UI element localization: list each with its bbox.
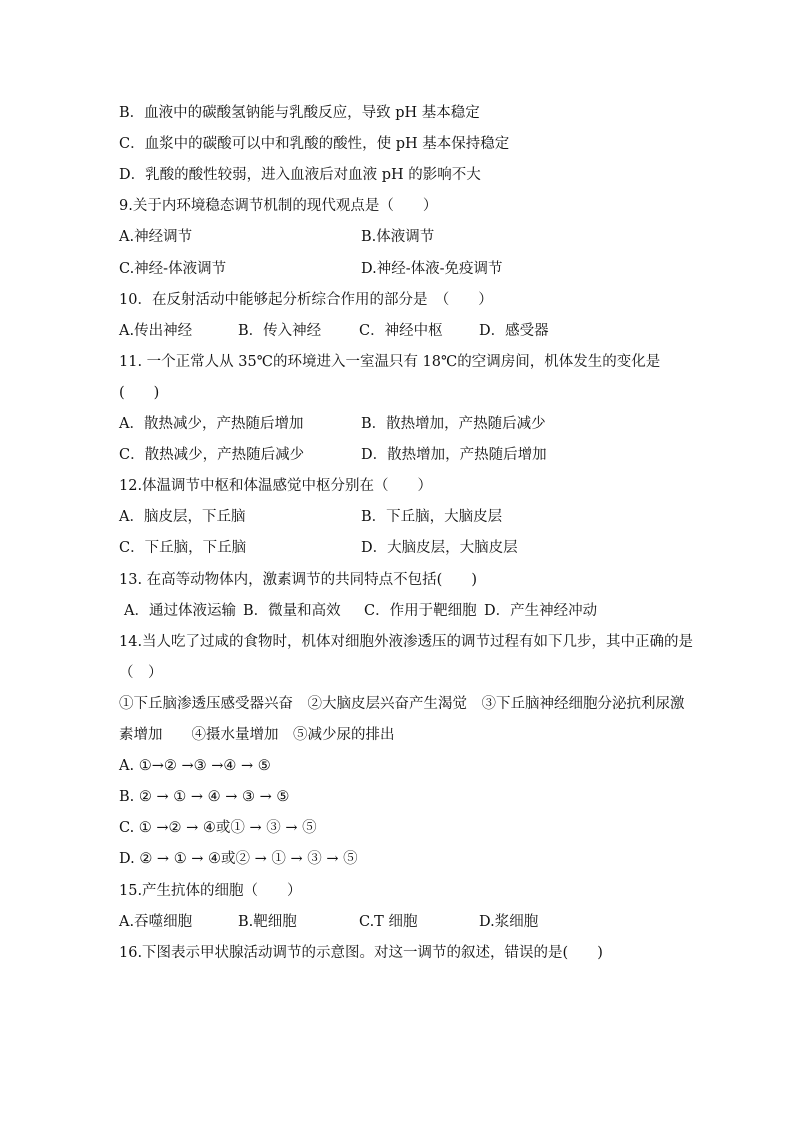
text-line: ( )	[119, 384, 160, 401]
text-line: C. ① →② → ④或① → ③ → ⑤	[119, 820, 317, 837]
answer-option: C．神经中枢	[359, 322, 443, 339]
answer-option: C.T 细胞	[359, 913, 418, 930]
answer-option: D.浆细胞	[479, 913, 539, 930]
answer-option: D.神经-体液-免疫调节	[361, 260, 503, 277]
answer-option: A.传出神经	[119, 322, 193, 339]
text-line: D. ② → ① → ④或② → ① → ③ → ⑤	[119, 851, 358, 868]
text-line: ①下丘脑渗透压感受器兴奋 ②大脑皮层兴奋产生渴觉 ③下丘脑神经细胞分泌抗利尿激	[119, 695, 685, 712]
text-line: C．血浆中的碳酸可以中和乳酸的酸性，使 pH 基本保持稳定	[119, 136, 510, 153]
answer-option: C．下丘脑，下丘脑	[119, 540, 247, 557]
text-line: 14.当人吃了过咸的食物时，机体对细胞外液渗透压的调节过程有如下几步，其中正确的是	[119, 633, 694, 650]
answer-option: D．大脑皮层，大脑皮层	[361, 540, 518, 557]
answer-option: B.体液调节	[361, 229, 435, 246]
answer-option: A．通过体液运输	[124, 602, 236, 619]
answer-option: A．脑皮层，下丘脑	[119, 509, 246, 526]
answer-option: C．散热减少，产热随后减少	[119, 447, 305, 464]
text-line: 12.体温调节中枢和体温感觉中枢分别在（ ）	[119, 478, 433, 495]
text-line: 15.产生抗体的细胞（ ）	[119, 882, 302, 899]
answer-option: B．微量和高效	[243, 602, 341, 619]
answer-option: A.神经调节	[119, 229, 193, 246]
text-line: 13. 在高等动物体内，激素调节的共同特点不包括( )	[119, 571, 477, 588]
text-line: 11. 一个正常人从 35℃的环境进入一室温只有 18℃的空调房间，机体发生的变化是	[119, 353, 661, 370]
text-line: D．乳酸的酸性较弱，进入血液后对血液 pH 的影响不大	[119, 167, 481, 184]
answer-option: D．产生神经冲动	[484, 602, 598, 619]
answer-option: C．作用于靶细胞	[364, 602, 477, 619]
text-line: 9.关于内环境稳态调节机制的现代观点是（ ）	[119, 198, 438, 215]
answer-option: B．传入神经	[238, 322, 322, 339]
answer-option: D．感受器	[479, 322, 549, 339]
text-line: B．血液中的碳酸氢钠能与乳酸反应，导致 pH 基本稳定	[119, 105, 480, 121]
answer-option: B．下丘脑，大脑皮层	[361, 509, 503, 526]
answer-option: D．散热增加，产热随后增加	[361, 447, 547, 464]
answer-option: B．散热增加，产热随后减少	[361, 416, 546, 432]
text-line: 10．在反射活动中能够起分析综合作用的部分是 （ ）	[119, 291, 493, 308]
text-line: A. ①→② →③ →④ → ⑤	[119, 758, 271, 775]
text-line: （ ）	[119, 664, 163, 681]
answer-option: A.吞噬细胞	[119, 913, 193, 930]
answer-option: A．散热减少，产热随后增加	[119, 416, 304, 432]
text-line: B. ② → ① → ④ → ③ → ⑤	[119, 789, 290, 806]
text-line: 16.下图表示甲状腺活动调节的示意图。对这一调节的叙述，错误的是( )	[119, 944, 603, 961]
answer-option: B.靶细胞	[238, 913, 297, 930]
text-line: 素增加 ④摄水量增加 ⑤减少尿的排出	[119, 727, 395, 743]
answer-option: C.神经-体液调节	[119, 260, 227, 277]
